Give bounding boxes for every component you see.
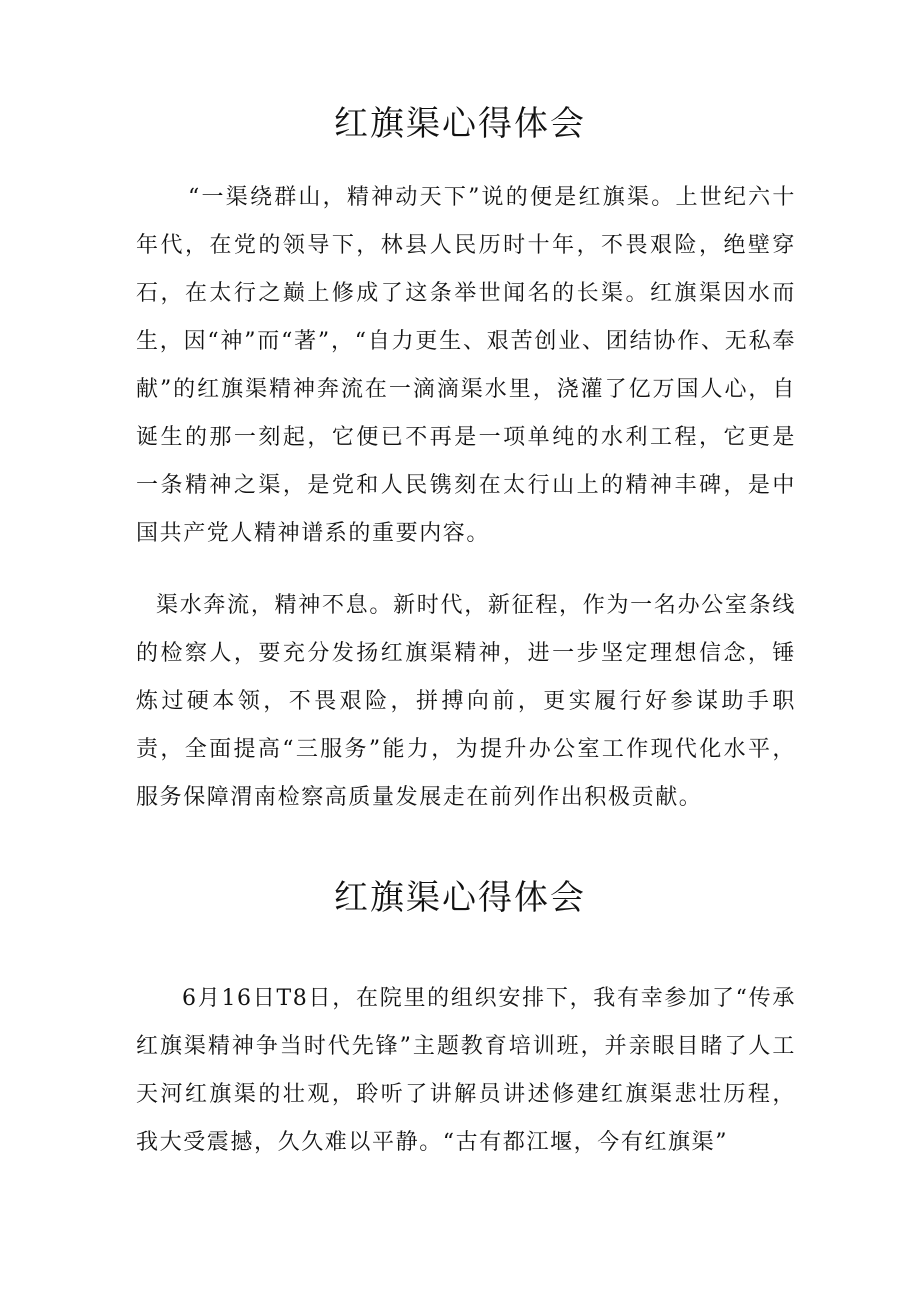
document-title: 红旗渠心得体会 [334, 878, 586, 918]
body-paragraph: 6月16日T8日，在院里的组织安排下，我有幸参加了“传承红旗渠精神争当时代先锋”主题教育培训班，并亲眼目睹了人工天河红旗渠的壮观，聆听了讲解员讲述修建红旗渠悲壮历程，我大受震撼，久久难以平静。“古有都江堰，今有红旗渠” [136, 986, 796, 1155]
body-paragraph: “一渠绕群山，精神动天下”说的便是红旗渠。上世纪六十年代，在党的领导下，林县人民历时十年，不畏艰险，绝壁穿石，在太行之巅上修成了这条举世闻名的长渠。红旗渠因水而生，因“神”而“著”，“自力更生、艰苦创业、团结协作、无私奉献”的红旗渠精神奔流在一滴滴渠水里，浇灌了亿万国人心，自诞生的那一刻起，它便已不再是一项单纯的水利工程，它更是一条精神之渠，是党和人民镌刻在太行山上的精神丰碑，是中国共产党人精神谱系的重要内容。 [136, 185, 796, 546]
body-paragraph: 渠水奔流，精神不息。新时代，新征程，作为一名办公室条线的检察人，要充分发扬红旗渠精神，进一步坚定理想信念，锤炼过硬本领，不畏艰险，拼搏向前，更实履行好参谋助手职责，全面提高“三服务”能力，为提升办公室工作现代化水平，服务保障渭南检察高质量发展走在前列作出积极贡献。 [136, 593, 796, 810]
document-title: 红旗渠心得体会 [334, 104, 586, 144]
